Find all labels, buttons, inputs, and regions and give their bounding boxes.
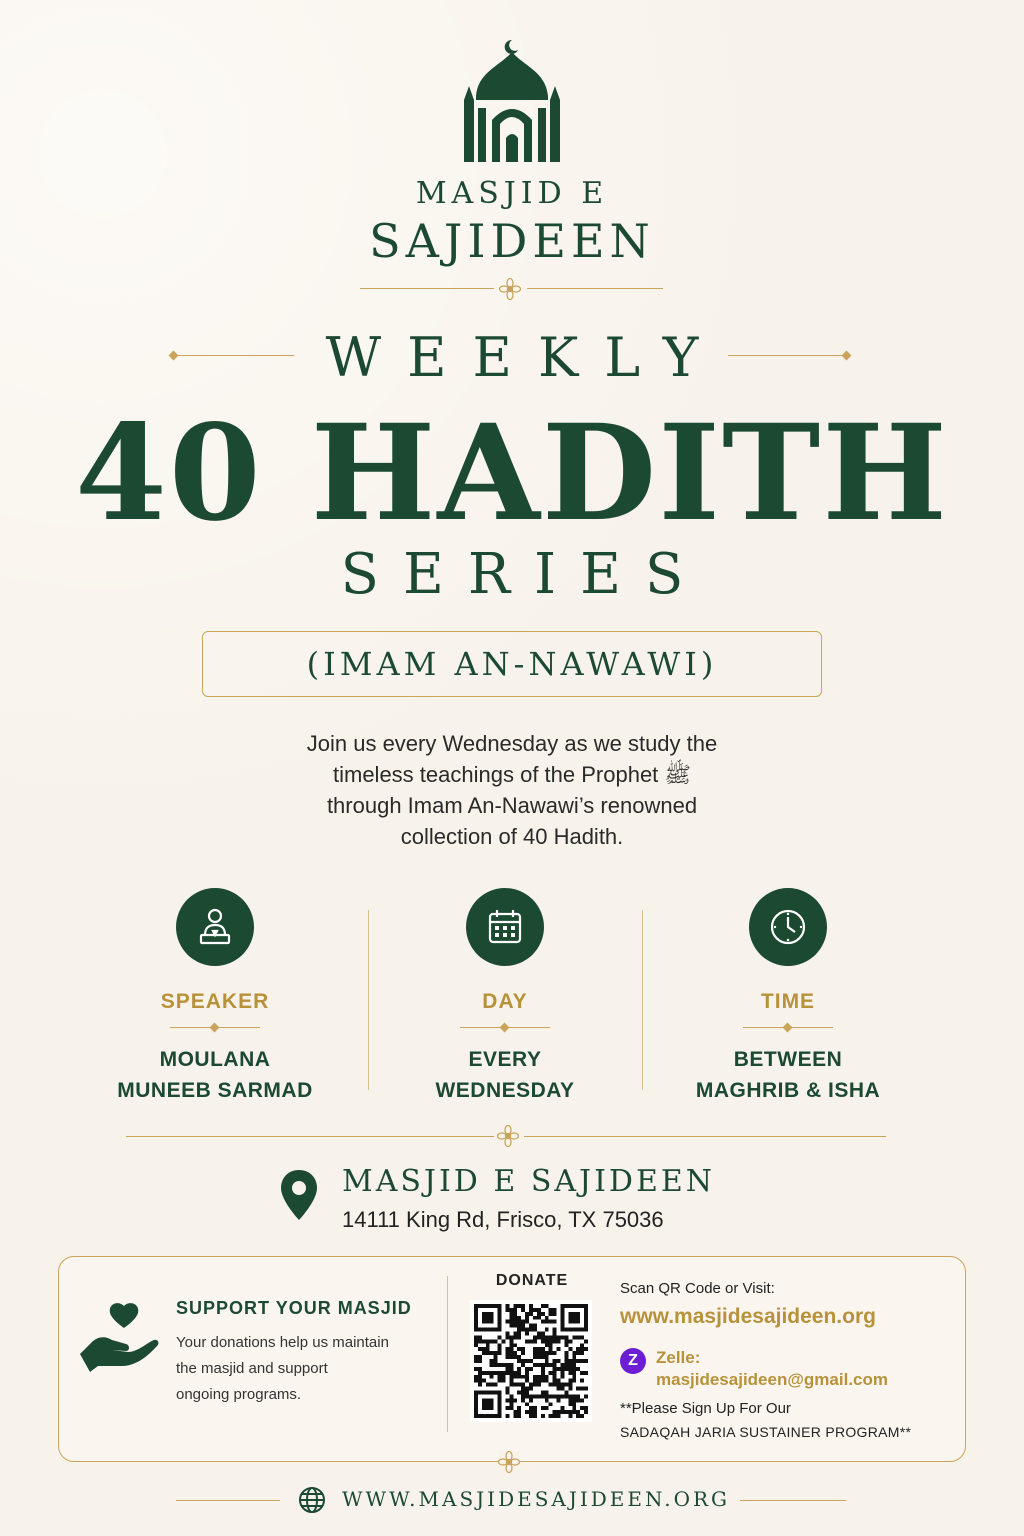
zelle-icon: Z xyxy=(620,1348,646,1374)
globe-icon xyxy=(298,1486,326,1514)
subtitle-text: (IMAM AN-NAWAWI) xyxy=(306,645,718,683)
location-pin-icon xyxy=(278,1168,320,1222)
subtitle-box xyxy=(202,631,822,697)
flower-ornament-icon xyxy=(499,278,521,300)
footer-website[interactable]: WWW.MASJIDESAJIDEEN.ORG xyxy=(342,1487,731,1511)
website-link[interactable]: www.masjidesajideen.org xyxy=(620,1305,876,1328)
info-divider-1 xyxy=(368,910,369,1090)
day-value-line2: WEDNESDAY xyxy=(435,1079,575,1102)
donate-label: DONATE xyxy=(495,1272,569,1289)
intro-line: collection of 40 Hadith. xyxy=(400,824,624,849)
header-divider-left xyxy=(360,288,494,289)
org-name-line2: SAJIDEEN xyxy=(369,214,655,268)
speaker-label: SPEAKER xyxy=(160,990,270,1013)
time-info xyxy=(658,888,918,1106)
mosque-logo-icon xyxy=(460,38,564,164)
header-divider-right xyxy=(527,288,663,289)
intro-line: Join us every Wednesday as we study the xyxy=(306,731,718,756)
speaker-name-line2: MUNEEB SARMAD xyxy=(117,1079,313,1102)
speaker-separator xyxy=(170,1022,260,1034)
support-desc-line: Your donations help us maintain xyxy=(176,1334,389,1351)
time-label: TIME xyxy=(760,990,816,1013)
donation-hand-heart-icon xyxy=(78,1300,160,1372)
flower-ornament-icon xyxy=(498,1451,520,1473)
clock-icon xyxy=(749,888,827,966)
mid-divider-left xyxy=(126,1136,494,1137)
intro-paragraph xyxy=(212,728,812,852)
org-name-line1: MASJID E xyxy=(415,176,609,211)
support-desc-line: ongoing programs. xyxy=(176,1386,302,1403)
footer-divider-right xyxy=(740,1500,846,1501)
intro-line: timeless teachings of the Prophet ﷺ xyxy=(333,762,691,787)
info-divider-2 xyxy=(642,910,643,1090)
scan-instruction: Scan QR Code or Visit: xyxy=(620,1280,775,1297)
title-series: SERIES xyxy=(340,542,708,607)
calendar-icon xyxy=(466,888,544,966)
location-name: MASJID E SAJIDEEN xyxy=(342,1164,716,1199)
time-value-line2: MAGHRIB & ISHA xyxy=(695,1079,881,1102)
day-info xyxy=(375,888,635,1106)
signup-note-line1: **Please Sign Up For Our xyxy=(620,1400,791,1417)
support-title: SUPPORT YOUR MASJID xyxy=(176,1298,412,1318)
speaker-podium-icon xyxy=(176,888,254,966)
intro-line: through Imam An-Nawawi’s renowned xyxy=(326,793,698,818)
support-description xyxy=(176,1330,436,1408)
speaker-info xyxy=(85,888,345,1106)
flower-ornament-icon xyxy=(497,1125,519,1147)
signup-note-line2: SADAQAH JARIA SUSTAINER PROGRAM** xyxy=(620,1424,912,1440)
support-panel-divider xyxy=(447,1276,448,1432)
zelle-email[interactable]: masjidesajideen@gmail.com xyxy=(656,1370,888,1389)
day-separator xyxy=(460,1022,550,1034)
title-main: 40 HADITH xyxy=(75,396,949,551)
zelle-label: Zelle: xyxy=(656,1348,701,1367)
footer-divider-left xyxy=(176,1500,280,1501)
support-desc-line: the masjid and support xyxy=(176,1360,328,1377)
day-label: DAY xyxy=(482,990,528,1013)
mid-divider-right xyxy=(524,1136,886,1137)
location-address: 14111 King Rd, Frisco, TX 75036 xyxy=(342,1207,664,1232)
time-value-line1: BETWEEN xyxy=(733,1048,843,1071)
day-value-line1: EVERY xyxy=(468,1048,542,1071)
title-weekly: WEEKLY xyxy=(325,326,725,389)
time-separator xyxy=(743,1022,833,1034)
speaker-name-line1: MOULANA xyxy=(159,1048,271,1071)
donate-qr-code[interactable] xyxy=(470,1300,592,1422)
